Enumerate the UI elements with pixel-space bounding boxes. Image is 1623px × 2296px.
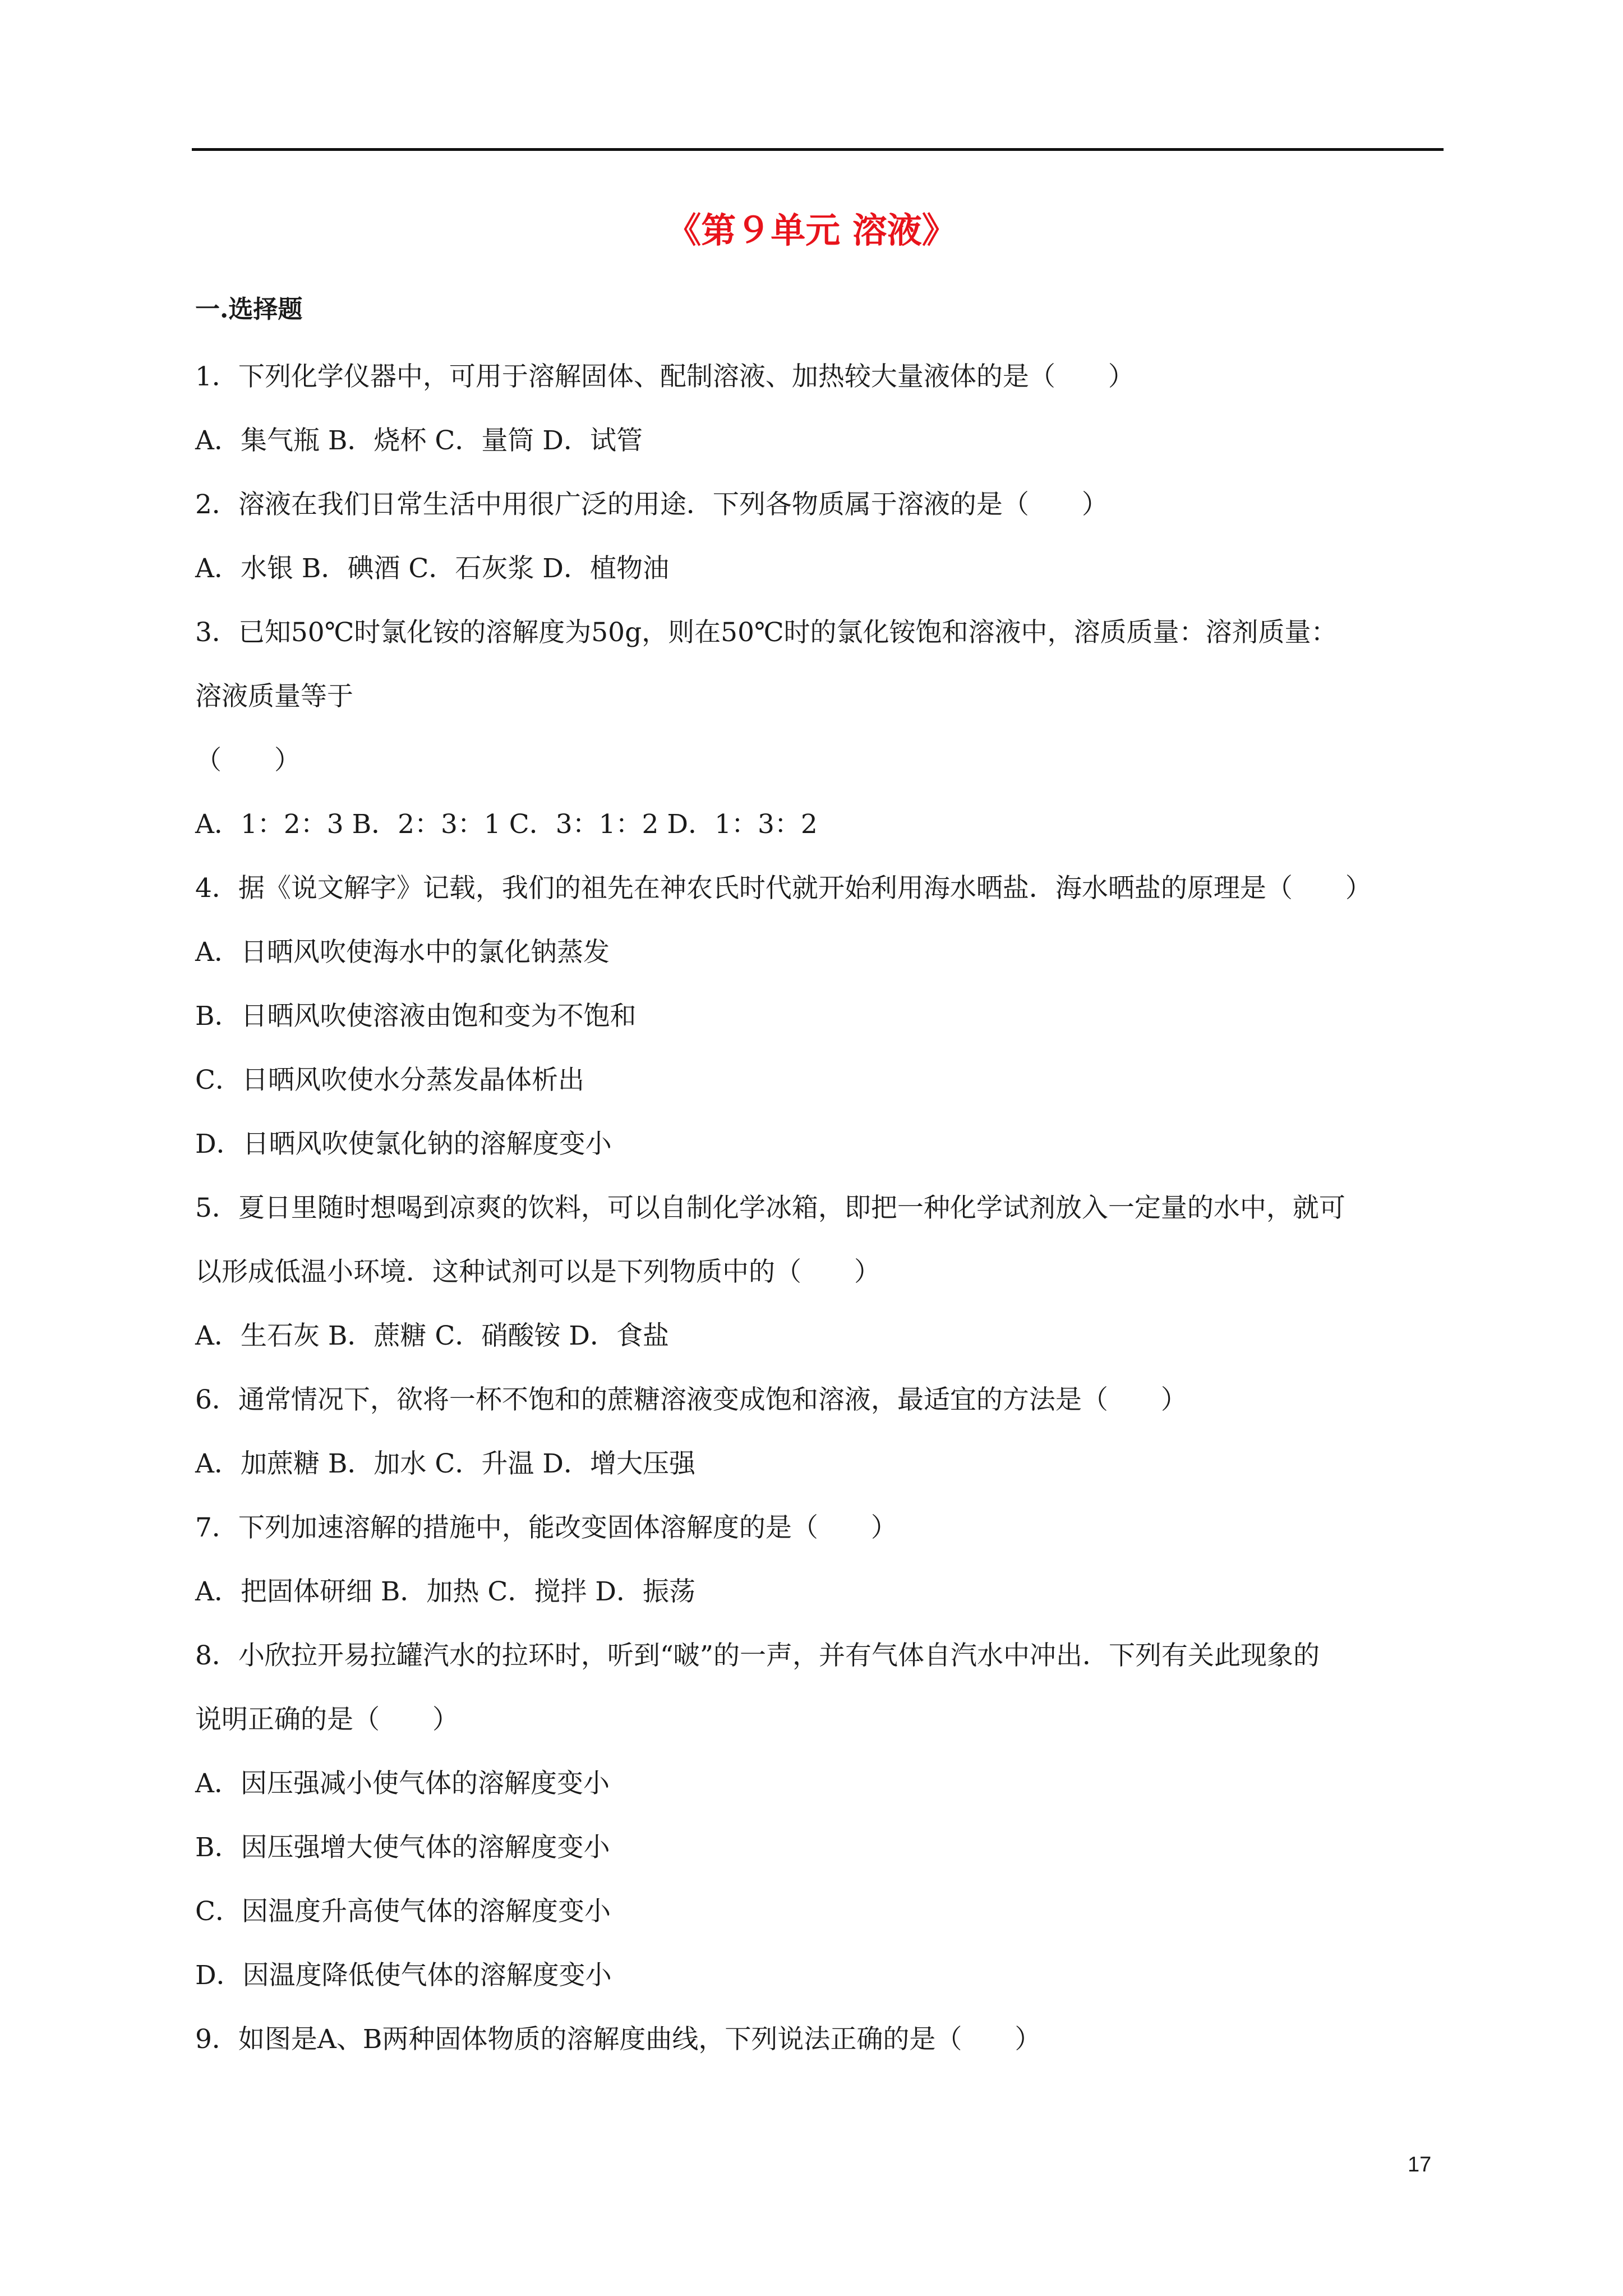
question-2: 2．溶液在我们日常生活中用很广泛的用途．下列各物质属于溶液的是（ ）: [195, 489, 1108, 520]
question-8-option-a: A．因压强减小使气体的溶解度变小: [195, 1768, 610, 1799]
question-4-option-a: A．日晒风吹使海水中的氯化钠蒸发: [195, 937, 610, 968]
page-number: 17: [1408, 2153, 1432, 2177]
section-heading: 一.选择题: [195, 295, 303, 324]
question-8-cont: 说明正确的是（ ）: [195, 1704, 459, 1735]
question-3-cont: 溶液质量等于: [195, 681, 353, 712]
question-4-option-b: B．日晒风吹使溶液由饱和变为不饱和: [195, 1001, 637, 1032]
question-7: 7．下列加速溶解的措施中，能改变固体溶解度的是（ ）: [195, 1512, 897, 1543]
question-8-option-c: C．因温度升高使气体的溶解度变小: [195, 1896, 611, 1927]
question-3-blank: （ ）: [195, 745, 301, 776]
question-5: 5．夏日里随时想喝到凉爽的饮料，可以自制化学冰箱，即把一种化学试剂放入一定量的水中，就可: [195, 1193, 1345, 1223]
document-title: 《第９单元 溶液》: [666, 210, 957, 251]
question-6-options: A．加蔗糖 B．加水 C．升温 D．增大压强: [195, 1448, 695, 1479]
question-8-option-d: D．因温度降低使气体的溶解度变小: [195, 1960, 612, 1991]
question-4-option-c: C．日晒风吹使水分蒸发晶体析出: [195, 1065, 584, 1096]
question-5-options: A．生石灰 B．蔗糖 C．硝酸铵 D．食盐: [195, 1320, 669, 1351]
question-3: 3．已知50℃时氯化铵的溶解度为50g，则在50℃时的氯化铵饱和溶液中，溶质质量：溶剂质量：: [195, 617, 1338, 648]
question-2-options: A．水银 B．碘酒 C．石灰浆 D．植物油: [195, 553, 669, 584]
question-6: 6．通常情况下，欲将一杯不饱和的蔗糖溶液变成饱和溶液，最适宜的方法是（ ）: [195, 1384, 1187, 1415]
question-3-options: A．1：2：3 B．2：3：1 C．3：1：2 D．1：3：2: [195, 809, 818, 840]
question-5-cont: 以形成低温小环境．这种试剂可以是下列物质中的（ ）: [195, 1257, 880, 1287]
question-1-options: A．集气瓶 B．烧杯 C．量筒 D．试管: [195, 425, 643, 456]
question-9: 9．如图是A、B两种固体物质的溶解度曲线，下列说法正确的是（ ）: [195, 2024, 1041, 2055]
question-7-options: A．把固体研细 B．加热 C．搅拌 D．振荡: [195, 1576, 695, 1607]
question-4: 4．据《说文解字》记载，我们的祖先在神农氏时代就开始利用海水晒盐．海水晒盐的原理是（ ）: [195, 873, 1372, 904]
header-rule: [192, 148, 1444, 151]
question-8: 8．小欣拉开易拉罐汽水的拉环时，听到“啵”的一声，并有气体自汽水中冲出．下列有关此现象的: [195, 1640, 1320, 1671]
question-1: 1．下列化学仪器中，可用于溶解固体、配制溶液、加热较大量液体的是（ ）: [195, 361, 1135, 392]
question-4-option-d: D．日晒风吹使氯化钠的溶解度变小: [195, 1129, 612, 1159]
question-8-option-b: B．因压强增大使气体的溶解度变小: [195, 1832, 610, 1863]
